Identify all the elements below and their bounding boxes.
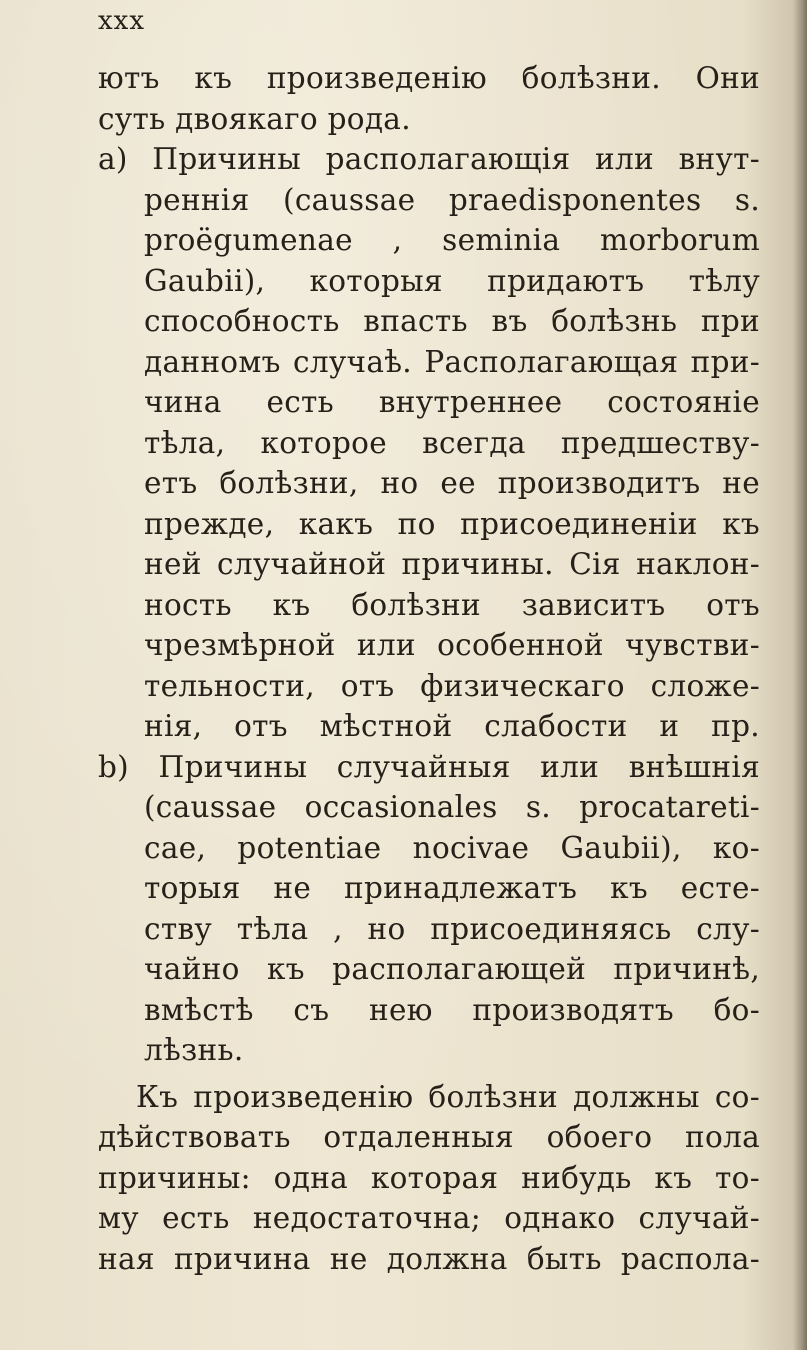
text-line: proëgumenae , seminia morborum — [144, 223, 760, 257]
text-line: дѣйствовать отдаленныя обоего пола — [98, 1120, 760, 1154]
text-line: вмѣстѣ съ нею производятъ бо- — [144, 992, 760, 1027]
text-line: cae, potentiae nocivae Gaubii), ко- — [144, 830, 760, 865]
text-line: способность впасть въ болѣзнь при — [144, 304, 760, 338]
text-line: ная причина не должна быть распола- — [98, 1241, 760, 1276]
text-line: причины: одна которая нибудь къ то- — [98, 1160, 760, 1195]
text-line: b) Причины случайныя или внѣшнія — [98, 749, 760, 784]
text-line: лѣзнь. — [144, 1033, 244, 1067]
text-line: нія, отъ мѣстной слабости и пр. — [144, 709, 760, 743]
text-line: тѣла, которое всегда предшеству- — [144, 425, 760, 460]
text-line: a) Причины располагающія или внут- — [98, 142, 760, 176]
text-line: ютъ къ произведенію болѣзни. Они — [98, 61, 760, 95]
text-line: Къ произведенію болѣзни должны со- — [136, 1079, 760, 1114]
text-line: ней случайной причины. Сія наклон- — [144, 547, 760, 581]
text-line: (caussae occasionales s. procatareti- — [144, 790, 760, 824]
text-line: чрезмѣрной или особенной чувстви- — [144, 628, 760, 662]
text-line: ность къ болѣзни зависитъ отъ — [144, 587, 760, 622]
text-line: тельности, отъ физическаго сложе- — [144, 668, 760, 703]
text-line: чина есть внутреннее состояніе — [144, 385, 760, 419]
text-line: торыя не принадлежатъ къ есте- — [144, 871, 760, 905]
text-line: суть двоякаго рода. — [98, 101, 411, 136]
text-line: ству тѣла , но присоединяясь слу- — [144, 911, 760, 946]
text-line: реннія (caussae praedisponentes s. — [144, 182, 760, 217]
page-number: xxx — [98, 6, 145, 36]
text-line: Gaubii), которыя придаютъ тѣлу — [144, 263, 760, 298]
text-line: данномъ случаѣ. Располагающая при- — [144, 344, 760, 379]
text-line: прежде, какъ по присоединеніи къ — [144, 506, 760, 541]
text-line: етъ болѣзни, но ее производитъ не — [144, 466, 760, 500]
page-text — [98, 58, 760, 1279]
text-line: чайно къ располагающей причинѣ, — [144, 952, 760, 986]
page-edge — [793, 0, 807, 1350]
text-line: му есть недостаточна; однако случай- — [98, 1201, 760, 1235]
